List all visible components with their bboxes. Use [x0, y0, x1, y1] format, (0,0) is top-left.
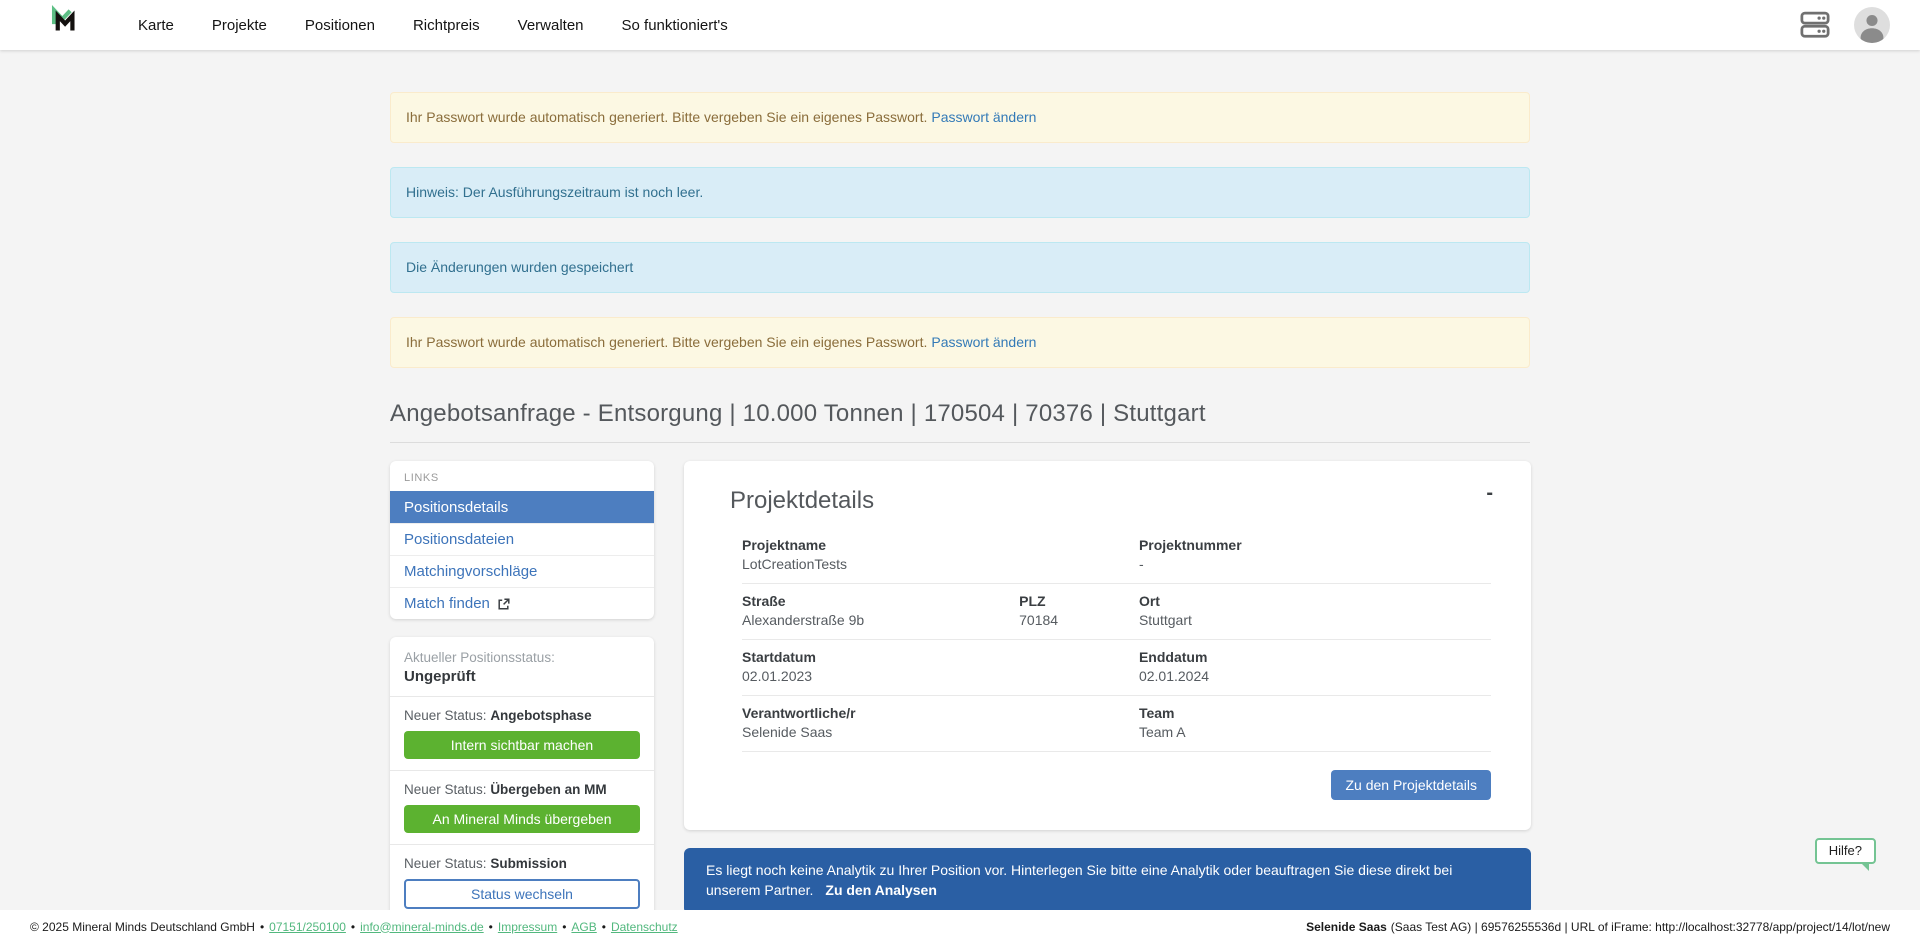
links-header: LINKS	[404, 472, 439, 484]
new-status-prefix: Neuer Status:	[404, 856, 487, 871]
project-details-title: Projektdetails	[730, 487, 875, 514]
field-label: Verantwortliche/r	[742, 705, 856, 721]
main-nav	[138, 17, 728, 34]
go-to-analyses-link[interactable]: Zu den Analysen	[825, 882, 937, 898]
project-details-card	[684, 461, 1531, 830]
field-value: 02.01.2024	[1138, 668, 1210, 684]
footer-separator: •	[562, 919, 567, 934]
external-link-icon	[497, 597, 511, 611]
analytics-banner	[684, 848, 1531, 910]
new-status-name: Übergeben an MM	[490, 782, 607, 797]
new-status-prefix: Neuer Status:	[404, 708, 487, 723]
change-password-link[interactable]: Passwort ändern	[931, 109, 1037, 125]
footer-phone-link[interactable]: 07151/250100	[269, 919, 346, 934]
title-divider	[390, 442, 1530, 443]
new-status-line	[404, 782, 640, 797]
footer-separator: •	[259, 919, 265, 934]
footer-email-link[interactable]: info@mineral-minds.de	[360, 919, 484, 934]
field-value: Alexanderstraße 9b	[742, 612, 865, 628]
field-value: LotCreationTests	[742, 556, 848, 572]
change-status-button[interactable]: Status wechseln	[404, 879, 640, 909]
status-card	[390, 637, 654, 910]
nav-item-richtpreis[interactable]: Richtpreis	[412, 16, 480, 34]
sidebar-item-match-finden[interactable]	[390, 587, 654, 619]
help-button[interactable]	[1815, 838, 1876, 864]
new-status-prefix: Neuer Status:	[404, 782, 487, 797]
new-status-name: Submission	[490, 856, 567, 871]
divider	[390, 696, 654, 697]
field-label: Straße	[742, 593, 786, 609]
footer-separator: •	[601, 919, 606, 934]
field-label: Startdatum	[742, 649, 816, 665]
field-label: PLZ	[1019, 593, 1046, 609]
divider	[390, 844, 654, 845]
collapse-icon[interactable]: -	[1486, 482, 1493, 504]
footer-separator: •	[350, 919, 356, 934]
project-row	[742, 584, 1491, 640]
mineral-minds-logo-icon[interactable]	[44, 3, 88, 47]
field-value: Stuttgart	[1138, 612, 1192, 628]
field-label: Team	[1138, 705, 1175, 721]
field-projektname	[742, 537, 1139, 572]
new-status-line	[404, 708, 640, 723]
alert-text: Ihr Passwort wurde automatisch generiert. Bitte vergeben Sie ein eigenes Passwort.	[406, 109, 928, 125]
alert-password-warning-1	[390, 92, 1530, 143]
current-status-label: Aktueller Positionsstatus:	[404, 650, 555, 665]
alert-text: Ihr Passwort wurde automatisch generiert. Bitte vergeben Sie ein eigenes Passwort.	[406, 334, 928, 350]
project-row	[742, 537, 1491, 584]
footer-separator: •	[488, 919, 493, 934]
sidebar-item-label: Match finden	[404, 595, 490, 612]
nav-item-positionen[interactable]: Positionen	[304, 16, 375, 34]
sidebar-item-positionsdetails[interactable]	[390, 491, 654, 523]
make-visible-internally-button[interactable]: Intern sichtbar machen	[404, 731, 640, 759]
field-verantwortlicher	[742, 705, 1139, 740]
project-fields	[730, 537, 1491, 752]
nav-item-projekte[interactable]: Projekte	[211, 16, 267, 34]
footer-user-name: Selenide Saas	[1306, 919, 1387, 934]
footer-user-details: (Saas Test AG) | 69576255536d | URL of iFrame: http://localhost:32778/app/project/14/lot/new	[1390, 919, 1890, 934]
help-bubble-tail	[1860, 862, 1869, 871]
nav-item-karte[interactable]: Karte	[138, 16, 174, 34]
footer-datenschutz-link[interactable]: Datenschutz	[610, 919, 678, 934]
field-strasse	[742, 593, 1019, 628]
alert-changes-saved	[390, 242, 1530, 293]
field-value: -	[1138, 556, 1144, 572]
main-column	[684, 461, 1531, 910]
banner-text: Es liegt noch keine Analytik zu Ihrer Position vor. Hinterlegen Sie bitte eine Analytik oder beauftragen Sie diese direkt bei unserem Partner.	[706, 862, 1453, 898]
field-value: Team A	[1138, 724, 1186, 740]
nav-item-so-funktionierts[interactable]: So funktioniert's	[621, 16, 728, 34]
alert-text: Die Änderungen wurden gespeichert	[406, 259, 634, 275]
page-content	[0, 50, 1920, 910]
field-value: 70184	[1019, 612, 1059, 628]
field-projektnummer	[1139, 537, 1491, 572]
sidebar-item-label: Positionsdateien	[404, 531, 515, 548]
current-status-value: Ungeprüft	[404, 668, 476, 685]
sidebar-item-label: Matchingvorschläge	[404, 563, 538, 580]
page-title: Angebotsanfrage - Entsorgung | 10.000 Tonnen | 170504 | 70376 | Stuttgart	[390, 400, 1206, 427]
sidebar-item-label: Positionsdetails	[404, 499, 509, 516]
left-sidebar	[390, 461, 654, 910]
field-value: Selenide Saas	[742, 724, 833, 740]
footer-impressum-link[interactable]: Impressum	[497, 919, 558, 934]
card-actions	[730, 752, 1491, 806]
server-icon[interactable]	[1798, 10, 1832, 40]
field-label: Enddatum	[1138, 649, 1208, 665]
help-label: Hilfe?	[1828, 843, 1862, 858]
project-row	[742, 696, 1491, 752]
nav-item-verwalten[interactable]: Verwalten	[517, 16, 584, 34]
navbar-right	[1798, 7, 1890, 43]
footer-copyright: © 2025 Mineral Minds Deutschland GmbH	[30, 919, 255, 934]
user-avatar-icon[interactable]	[1854, 7, 1890, 43]
footer-agb-link[interactable]: AGB	[571, 919, 597, 934]
links-card	[390, 461, 654, 619]
field-label: Projektname	[742, 537, 827, 553]
alert-password-warning-2	[390, 317, 1530, 368]
footer-left	[30, 920, 678, 934]
alert-text: Hinweis: Der Ausführungszeitraum ist noch leer.	[406, 184, 704, 200]
footer-user-info	[1306, 920, 1890, 934]
new-status-line	[404, 856, 640, 871]
field-startdatum	[742, 649, 1139, 684]
field-ort	[1139, 593, 1491, 628]
new-status-name: Angebotsphase	[490, 708, 592, 723]
field-value: 02.01.2023	[742, 668, 813, 684]
field-plz	[1019, 593, 1139, 628]
field-team	[1139, 705, 1491, 740]
divider	[390, 770, 654, 771]
sidebar-item-positionsdateien[interactable]	[390, 523, 654, 555]
sidebar-item-matchingvorschlaege[interactable]	[390, 555, 654, 587]
alert-execution-period	[390, 167, 1530, 218]
go-to-project-details-button[interactable]: Zu den Projektdetails	[1331, 770, 1491, 800]
field-enddatum	[1139, 649, 1491, 684]
field-label: Ort	[1138, 593, 1160, 609]
footer	[0, 910, 1920, 943]
top-navbar	[0, 0, 1920, 50]
field-label: Projektnummer	[1138, 537, 1242, 553]
change-password-link[interactable]: Passwort ändern	[931, 334, 1037, 350]
project-row	[742, 640, 1491, 696]
hand-over-to-mineral-minds-button[interactable]: An Mineral Minds übergeben	[404, 805, 640, 833]
